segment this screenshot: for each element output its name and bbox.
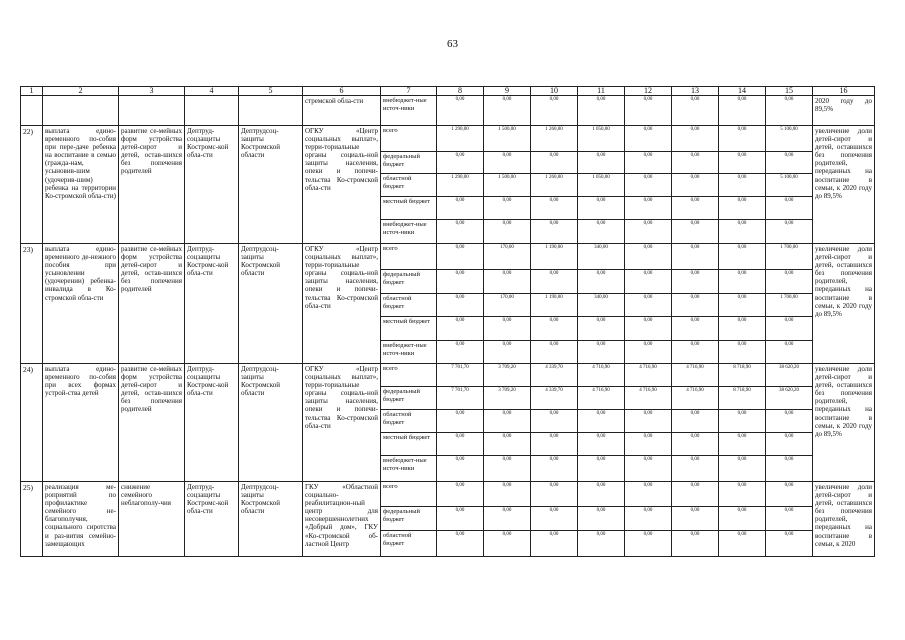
value-cell: 0,00: [672, 126, 719, 152]
value-cell: 0,00: [484, 507, 531, 531]
value-cell: 0,00: [484, 197, 531, 220]
result-cell: увеличение доли детей-сирот и детей, оставшихся без попечения родителей, переданных на воспитание в семьи, к 2020 году до 89,5%: [813, 126, 875, 244]
value-cell: 4 716,90: [625, 387, 672, 410]
value-cell: 340,00: [578, 244, 625, 270]
value-cell: 0,00: [719, 96, 766, 126]
value-cell: 4 716,90: [625, 364, 672, 387]
value-cell: 0,00: [719, 126, 766, 152]
header-cell: 11: [578, 87, 625, 96]
value-cell: 0,00: [672, 174, 719, 197]
value-cell: 0,00: [766, 220, 813, 244]
value-cell: 0,00: [625, 317, 672, 341]
value-cell: 0,00: [531, 507, 578, 531]
executor-cell: ГКУ «Областной социально-реабилитацион-ный центр для несовершеннолетних «Добрый дом», ГКУ «Ко-стромской об-ластной Центр: [303, 482, 381, 557]
value-cell: 0,00: [437, 507, 484, 531]
value-cell: 0,00: [719, 294, 766, 317]
event-name-cell: выплата едино-временного по-собия при пере-даче ребенка на воспитание в семью (гражда-нам, усыновив-шим (удочерив-шим) ребенка на территории Ко-стромской обла-сти): [43, 126, 119, 244]
value-cell: 4 339,70: [531, 387, 578, 410]
row-number-cell: 25): [21, 482, 43, 557]
source-cell: внебюджет-ные источ-ники: [381, 220, 437, 244]
value-cell: 4 716,90: [672, 387, 719, 410]
value-cell: 0,00: [719, 317, 766, 341]
header-cell: 7: [381, 87, 437, 96]
value-cell: 0,00: [719, 456, 766, 482]
value-cell: 0,00: [531, 456, 578, 482]
source-cell: местный бюджет: [381, 317, 437, 341]
value-cell: 0,00: [719, 507, 766, 531]
value-cell: 170,00: [484, 294, 531, 317]
value-cell: 0,00: [484, 433, 531, 456]
source-cell: федеральный бюджет: [381, 387, 437, 410]
value-cell: 0,00: [437, 433, 484, 456]
goal-cell: снижение семейного неблагополу-чия: [119, 482, 185, 557]
value-cell: 0,00: [766, 341, 813, 364]
value-cell: 1 050,00: [578, 126, 625, 152]
header-cell: 2: [43, 87, 119, 96]
value-cell: 0,00: [625, 482, 672, 507]
value-cell: 0,00: [578, 341, 625, 364]
value-cell: 0,00: [484, 341, 531, 364]
value-cell: 0,00: [625, 174, 672, 197]
value-cell: 4 339,70: [531, 364, 578, 387]
value-cell: 0,00: [672, 317, 719, 341]
value-cell: 7 701,70: [437, 387, 484, 410]
value-cell: 0,00: [437, 270, 484, 294]
value-cell: 0,00: [625, 341, 672, 364]
value-cell: 0,00: [719, 433, 766, 456]
value-cell: 7 701,70: [437, 364, 484, 387]
source-cell: всего: [381, 126, 437, 152]
value-cell: 0,00: [484, 96, 531, 126]
responsible-cell: Дептрудсоц-защиты Костромской области: [239, 126, 303, 244]
value-cell: 0,00: [531, 270, 578, 294]
value-cell: 0,00: [578, 270, 625, 294]
value-cell: 0,00: [578, 410, 625, 433]
value-cell: 0,00: [719, 270, 766, 294]
value-cell: 0,00: [437, 410, 484, 433]
value-cell: 0,00: [531, 96, 578, 126]
value-cell: 0,00: [625, 456, 672, 482]
value-cell: 0,00: [719, 531, 766, 557]
table-row: [21, 126, 875, 152]
source-cell: всего: [381, 364, 437, 387]
value-cell: 0,00: [719, 220, 766, 244]
value-cell: 1 700,00: [766, 294, 813, 317]
goal-cell: развитие се-мейных форм устройства детей-сирот и детей, остав-шихся без попечения родителей: [119, 364, 185, 482]
value-cell: 0,00: [719, 197, 766, 220]
value-cell: 0,00: [672, 456, 719, 482]
value-cell: 0,00: [719, 341, 766, 364]
value-cell: 0,00: [437, 244, 484, 270]
value-cell: 0,00: [672, 244, 719, 270]
value-cell: 0,00: [484, 531, 531, 557]
source-cell: областной бюджет: [381, 174, 437, 197]
responsible-cell: Дептрудсоц-защиты Костромской области: [239, 364, 303, 482]
value-cell: 0,00: [719, 152, 766, 174]
value-cell: 0,00: [531, 433, 578, 456]
value-cell: 0,00: [719, 410, 766, 433]
value-cell: 0,00: [531, 152, 578, 174]
value-cell: 0,00: [531, 341, 578, 364]
empty-cell: [239, 96, 303, 126]
value-cell: 8 718,90: [719, 364, 766, 387]
value-cell: 0,00: [437, 482, 484, 507]
executor-cell: ОГКУ «Центр социальных выплат», терри-ториальные органы социаль-ной защиты населения, опеки и попечи-тельства Ко-стромской обла-сти: [303, 244, 381, 364]
executor-cell: ОГКУ «Центр социальных выплат», терри-ториальные органы социаль-ной защиты населения, опеки и попечи-тельства Ко-стромской обла-сти: [303, 364, 381, 482]
value-cell: 0,00: [531, 482, 578, 507]
value-cell: 0,00: [484, 270, 531, 294]
responsible-cell: Дептрудсоц-защиты Костромской области: [239, 244, 303, 364]
header-cell: 9: [484, 87, 531, 96]
value-cell: 0,00: [719, 244, 766, 270]
header-cell: 3: [119, 87, 185, 96]
value-cell: 0,00: [719, 482, 766, 507]
value-cell: 3 709,20: [484, 387, 531, 410]
value-cell: 0,00: [672, 270, 719, 294]
source-cell: внебюджет-ные источ-ники: [381, 96, 437, 126]
value-cell: 0,00: [672, 152, 719, 174]
result-cell: увеличение доли детей-сирот и детей, оставшихся без попечения родителей, переданных на воспитание в семьи, к 2020: [813, 482, 875, 557]
value-cell: 0,00: [578, 317, 625, 341]
value-cell: 0,00: [766, 270, 813, 294]
value-cell: 1 700,00: [766, 244, 813, 270]
value-cell: 0,00: [531, 317, 578, 341]
source-cell: федеральный бюджет: [381, 507, 437, 531]
value-cell: 1 260,00: [531, 126, 578, 152]
customer-cell: Дептруд-соцзащиты Костромс-кой обла-сти: [185, 364, 239, 482]
value-cell: 0,00: [484, 220, 531, 244]
value-cell: 0,00: [672, 482, 719, 507]
source-cell: внебюджет-ные источ-ники: [381, 341, 437, 364]
value-cell: 0,00: [625, 197, 672, 220]
value-cell: 0,00: [578, 96, 625, 126]
source-cell: внебюджет-ные источ-ники: [381, 456, 437, 482]
empty-cell: [185, 96, 239, 126]
value-cell: 0,00: [625, 294, 672, 317]
value-cell: 0,00: [625, 126, 672, 152]
value-cell: 0,00: [625, 96, 672, 126]
value-cell: 38 620,20: [766, 364, 813, 387]
value-cell: 1 050,00: [578, 174, 625, 197]
source-cell: федеральный бюджет: [381, 270, 437, 294]
value-cell: 0,00: [578, 152, 625, 174]
value-cell: 0,00: [625, 433, 672, 456]
result-cell: 2020 году до 89,5%: [813, 96, 875, 126]
header-cell: 10: [531, 87, 578, 96]
result-cell: увеличение доли детей-сирот и детей, оставшихся без попечения родителей, переданных на воспитание в семьи, к 2020 году до 89,5%: [813, 364, 875, 482]
value-cell: 0,00: [484, 482, 531, 507]
value-cell: 0,00: [766, 152, 813, 174]
header-cell: 5: [239, 87, 303, 96]
event-name-cell: выплата едино-временного де-нежного пособия при усыновлении (удочерении) ребенка-инвалида в Ко-стромской обла-сти: [43, 244, 119, 364]
value-cell: 5 100,00: [766, 126, 813, 152]
source-cell: федеральный бюджет: [381, 152, 437, 174]
value-cell: 0,00: [766, 317, 813, 341]
customer-cell: Дептруд-соцзащиты Костромс-кой обла-сти: [185, 482, 239, 557]
goal-cell: развитие се-мейных форм устройства детей-сирот и детей, остав-шихся без попечения родителей: [119, 244, 185, 364]
value-cell: 0,00: [766, 410, 813, 433]
value-cell: 3 709,20: [484, 364, 531, 387]
table-row: [21, 482, 875, 507]
row-number-cell: 24): [21, 364, 43, 482]
value-cell: 38 620,20: [766, 387, 813, 410]
event-name-cell: выплата едино-временного по-собия при всех формах устрой-ства детей: [43, 364, 119, 482]
source-cell: всего: [381, 244, 437, 270]
value-cell: 0,00: [625, 531, 672, 557]
value-cell: 0,00: [484, 317, 531, 341]
customer-cell: Дептруд-соцзащиты Костромс-кой обла-сти: [185, 244, 239, 364]
value-cell: 0,00: [672, 433, 719, 456]
source-cell: местный бюджет: [381, 197, 437, 220]
value-cell: 0,00: [578, 456, 625, 482]
value-cell: 0,00: [766, 507, 813, 531]
header-cell: 4: [185, 87, 239, 96]
result-cell: увеличение доли детей-сирот и детей, оставшихся без попечения родителей, переданных на воспитание в семьи, к 2020 году до 89,5%: [813, 244, 875, 364]
value-cell: 0,00: [766, 456, 813, 482]
continuation-row: [21, 96, 875, 126]
value-cell: 0,00: [437, 317, 484, 341]
value-cell: 0,00: [484, 152, 531, 174]
value-cell: 0,00: [672, 197, 719, 220]
value-cell: 0,00: [766, 482, 813, 507]
value-cell: 0,00: [672, 220, 719, 244]
value-cell: 0,00: [578, 507, 625, 531]
value-cell: 0,00: [437, 152, 484, 174]
row-number-cell: 22): [21, 126, 43, 244]
value-cell: 0,00: [437, 456, 484, 482]
value-cell: 0,00: [672, 294, 719, 317]
header-cell: 15: [766, 87, 813, 96]
header-cell: 14: [719, 87, 766, 96]
header-row: [21, 87, 875, 96]
value-cell: 0,00: [437, 341, 484, 364]
executor-cell: ОГКУ «Центр социальных выплат», терри-ториальные органы социаль-ной защиты населения, опеки и попечи-тельства Ко-стромской обла-сти: [303, 126, 381, 244]
value-cell: 0,00: [531, 531, 578, 557]
source-cell: областной бюджет: [381, 294, 437, 317]
value-cell: 1 500,00: [484, 174, 531, 197]
value-cell: 0,00: [672, 507, 719, 531]
responsible-cell: Дептрудсоц-защиты Костромской области: [239, 482, 303, 557]
row-number-cell: 23): [21, 244, 43, 364]
value-cell: 0,00: [437, 531, 484, 557]
table-row: [21, 244, 875, 270]
value-cell: 0,00: [484, 410, 531, 433]
value-cell: 0,00: [625, 152, 672, 174]
value-cell: 0,00: [625, 410, 672, 433]
value-cell: 0,00: [531, 197, 578, 220]
value-cell: 0,00: [766, 531, 813, 557]
header-cell: 13: [672, 87, 719, 96]
empty-cell: [21, 96, 43, 126]
value-cell: 340,00: [578, 294, 625, 317]
source-cell: всего: [381, 482, 437, 507]
value-cell: 0,00: [437, 96, 484, 126]
table-row: [21, 364, 875, 387]
value-cell: 0,00: [766, 197, 813, 220]
value-cell: 0,00: [437, 220, 484, 244]
empty-cell: [119, 96, 185, 126]
source-cell: местный бюджет: [381, 433, 437, 456]
value-cell: 8 718,90: [719, 387, 766, 410]
value-cell: 0,00: [484, 456, 531, 482]
value-cell: 0,00: [625, 220, 672, 244]
value-cell: 0,00: [531, 220, 578, 244]
goal-cell: развитие се-мейных форм устройства детей-сирот и детей, остав-шихся без попечения родителей: [119, 126, 185, 244]
value-cell: 0,00: [437, 197, 484, 220]
value-cell: 1 260,00: [531, 174, 578, 197]
value-cell: 0,00: [578, 433, 625, 456]
value-cell: 0,00: [672, 410, 719, 433]
value-cell: 0,00: [578, 482, 625, 507]
value-cell: 0,00: [766, 96, 813, 126]
value-cell: 0,00: [437, 294, 484, 317]
value-cell: 0,00: [672, 531, 719, 557]
value-cell: 1 500,00: [484, 126, 531, 152]
value-cell: 0,00: [531, 410, 578, 433]
value-cell: 0,00: [719, 174, 766, 197]
value-cell: 1 290,00: [437, 174, 484, 197]
page-number: 63: [447, 38, 458, 50]
value-cell: 4 716,90: [578, 387, 625, 410]
header-cell: 16: [813, 87, 875, 96]
value-cell: 0,00: [578, 197, 625, 220]
event-name-cell: реализация ме-роприятий по профилактике семейного не-благополучия, социального сиротства и раз-вития семейно-замещающих: [43, 482, 119, 557]
value-cell: 0,00: [625, 270, 672, 294]
value-cell: 4 716,90: [578, 364, 625, 387]
source-cell: областной бюджет: [381, 410, 437, 433]
header-cell: 8: [437, 87, 484, 96]
value-cell: 0,00: [766, 433, 813, 456]
value-cell: 0,00: [672, 341, 719, 364]
value-cell: 4 716,90: [672, 364, 719, 387]
value-cell: 0,00: [625, 244, 672, 270]
program-table: [20, 86, 875, 557]
header-cell: 6: [303, 87, 381, 96]
customer-cell: Дептруд-соцзащиты Костромс-кой обла-сти: [185, 126, 239, 244]
value-cell: 5 100,00: [766, 174, 813, 197]
value-cell: 0,00: [578, 531, 625, 557]
value-cell: 1 190,00: [531, 244, 578, 270]
header-cell: 1: [21, 87, 43, 96]
value-cell: 0,00: [578, 220, 625, 244]
source-cell: областной бюджет: [381, 531, 437, 557]
value-cell: 1 290,00: [437, 126, 484, 152]
empty-cell: [43, 96, 119, 126]
value-cell: 1 190,00: [531, 294, 578, 317]
header-cell: 12: [625, 87, 672, 96]
value-cell: 0,00: [672, 96, 719, 126]
value-cell: 0,00: [625, 507, 672, 531]
executor-cell: стремской обла-сти: [303, 96, 381, 126]
value-cell: 170,00: [484, 244, 531, 270]
